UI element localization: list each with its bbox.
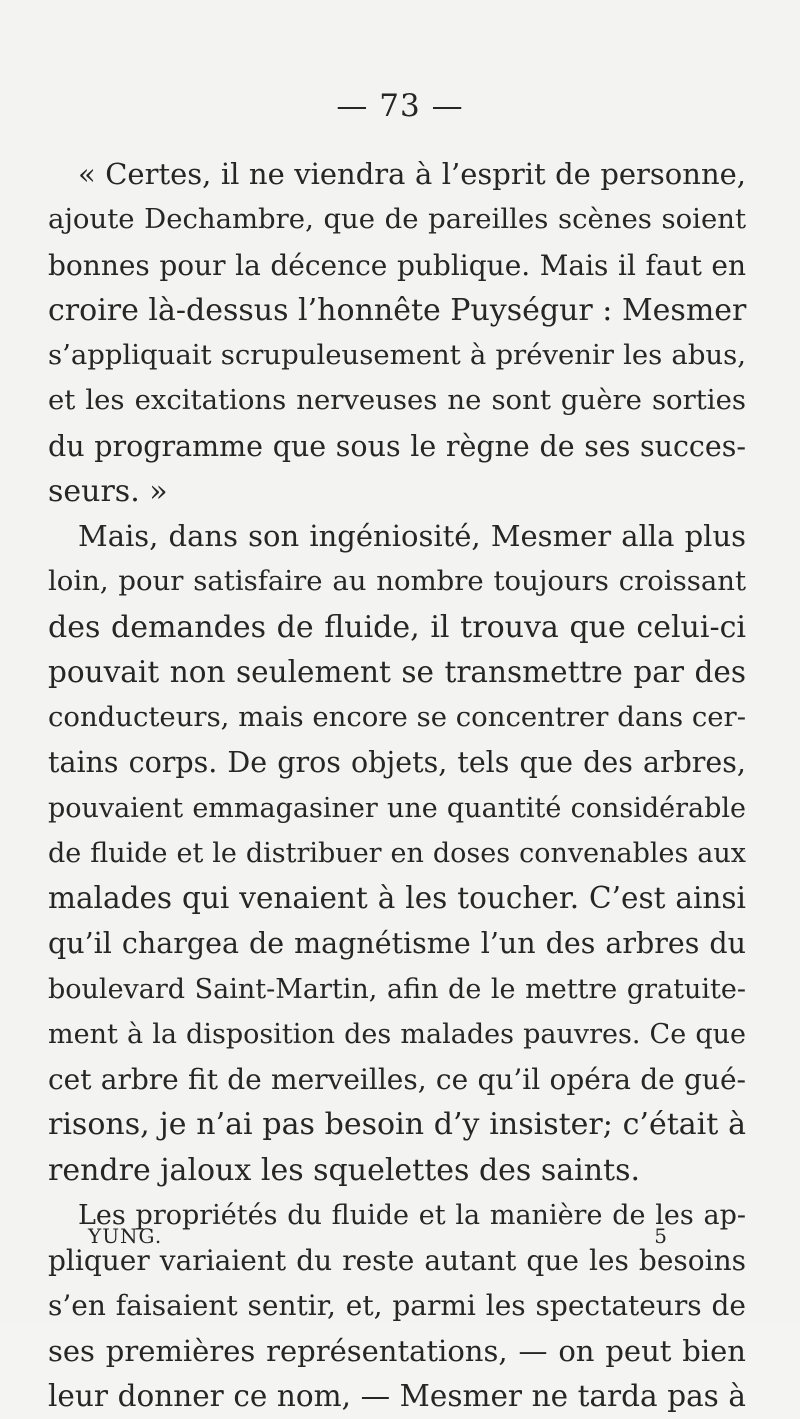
page-number: — 73 — [336, 88, 464, 124]
text-line: « Certes, il ne viendra à l’esprit de personne, [78, 157, 746, 191]
text-line: Les propriétés du fluide et la manière de les ap- [78, 1199, 746, 1231]
text-line: malades qui venaient à les toucher. C’est ainsi [48, 881, 746, 915]
text-line: ses premières représentations, — on peut bien [48, 1333, 746, 1368]
text-line: s’en faisaient sentir, et, parmi les spectateurs de [48, 1289, 746, 1323]
text-line: pouvaient emmagasiner une quantité considérable [48, 792, 746, 824]
text-line: pliquer variaient du reste autant que les besoins [48, 1244, 746, 1277]
text-line: boulevard Saint-Martin, afin de le mettre gratuite- [48, 973, 746, 1005]
text-line: loin, pour satisfaire au nombre toujours croissant [48, 565, 746, 598]
text-line: qu’il chargea de magnétisme l’un des arbres du [48, 927, 746, 961]
text-line: ajoute Dechambre, que de pareilles scènes soient [48, 203, 746, 236]
text-line: seurs. » [48, 473, 168, 509]
text-line: du programme que sous le règne de ses succes- [48, 429, 746, 463]
text-line: conducteurs, mais encore se concentrer dans cer- [48, 701, 746, 733]
text-line: cet arbre fit de merveilles, ce qu’il opéra de gué- [48, 1063, 746, 1096]
text-line: et les excitations nerveuses ne sont guère sorties [48, 384, 746, 417]
text-line: leur donner ce nom, — Mesmer ne tarda pas à [48, 1378, 746, 1413]
text-line: pouvait non seulement se transmettre par des [48, 654, 746, 689]
text-line: ment à la disposition des malades pauvres. Ce que [48, 1018, 746, 1050]
signature-mark: 5 [654, 1224, 668, 1248]
text-line: s’appliquait scrupuleusement à prévenir les abus, [48, 339, 746, 371]
text-line: risons, je n’ai pas besoin d’y insister; c’était à [48, 1107, 746, 1143]
text-line: Mais, dans son ingéniosité, Mesmer alla plus [78, 519, 746, 553]
printer-signature: YUNG. [88, 1224, 163, 1248]
text-line: rendre jaloux les squelettes des saints. [48, 1152, 641, 1188]
text-line: croire là-dessus l’honnête Puységur : Mesmer [48, 292, 747, 328]
text-line: de fluide et le distribuer en doses convenables aux [48, 837, 746, 869]
text-line: tains corps. De gros objets, tels que des arbres, [48, 746, 746, 780]
text-line: bonnes pour la décence publique. Mais il faut en [48, 248, 746, 282]
text-line: des demandes de fluide, il trouva que celui-ci [48, 609, 746, 645]
